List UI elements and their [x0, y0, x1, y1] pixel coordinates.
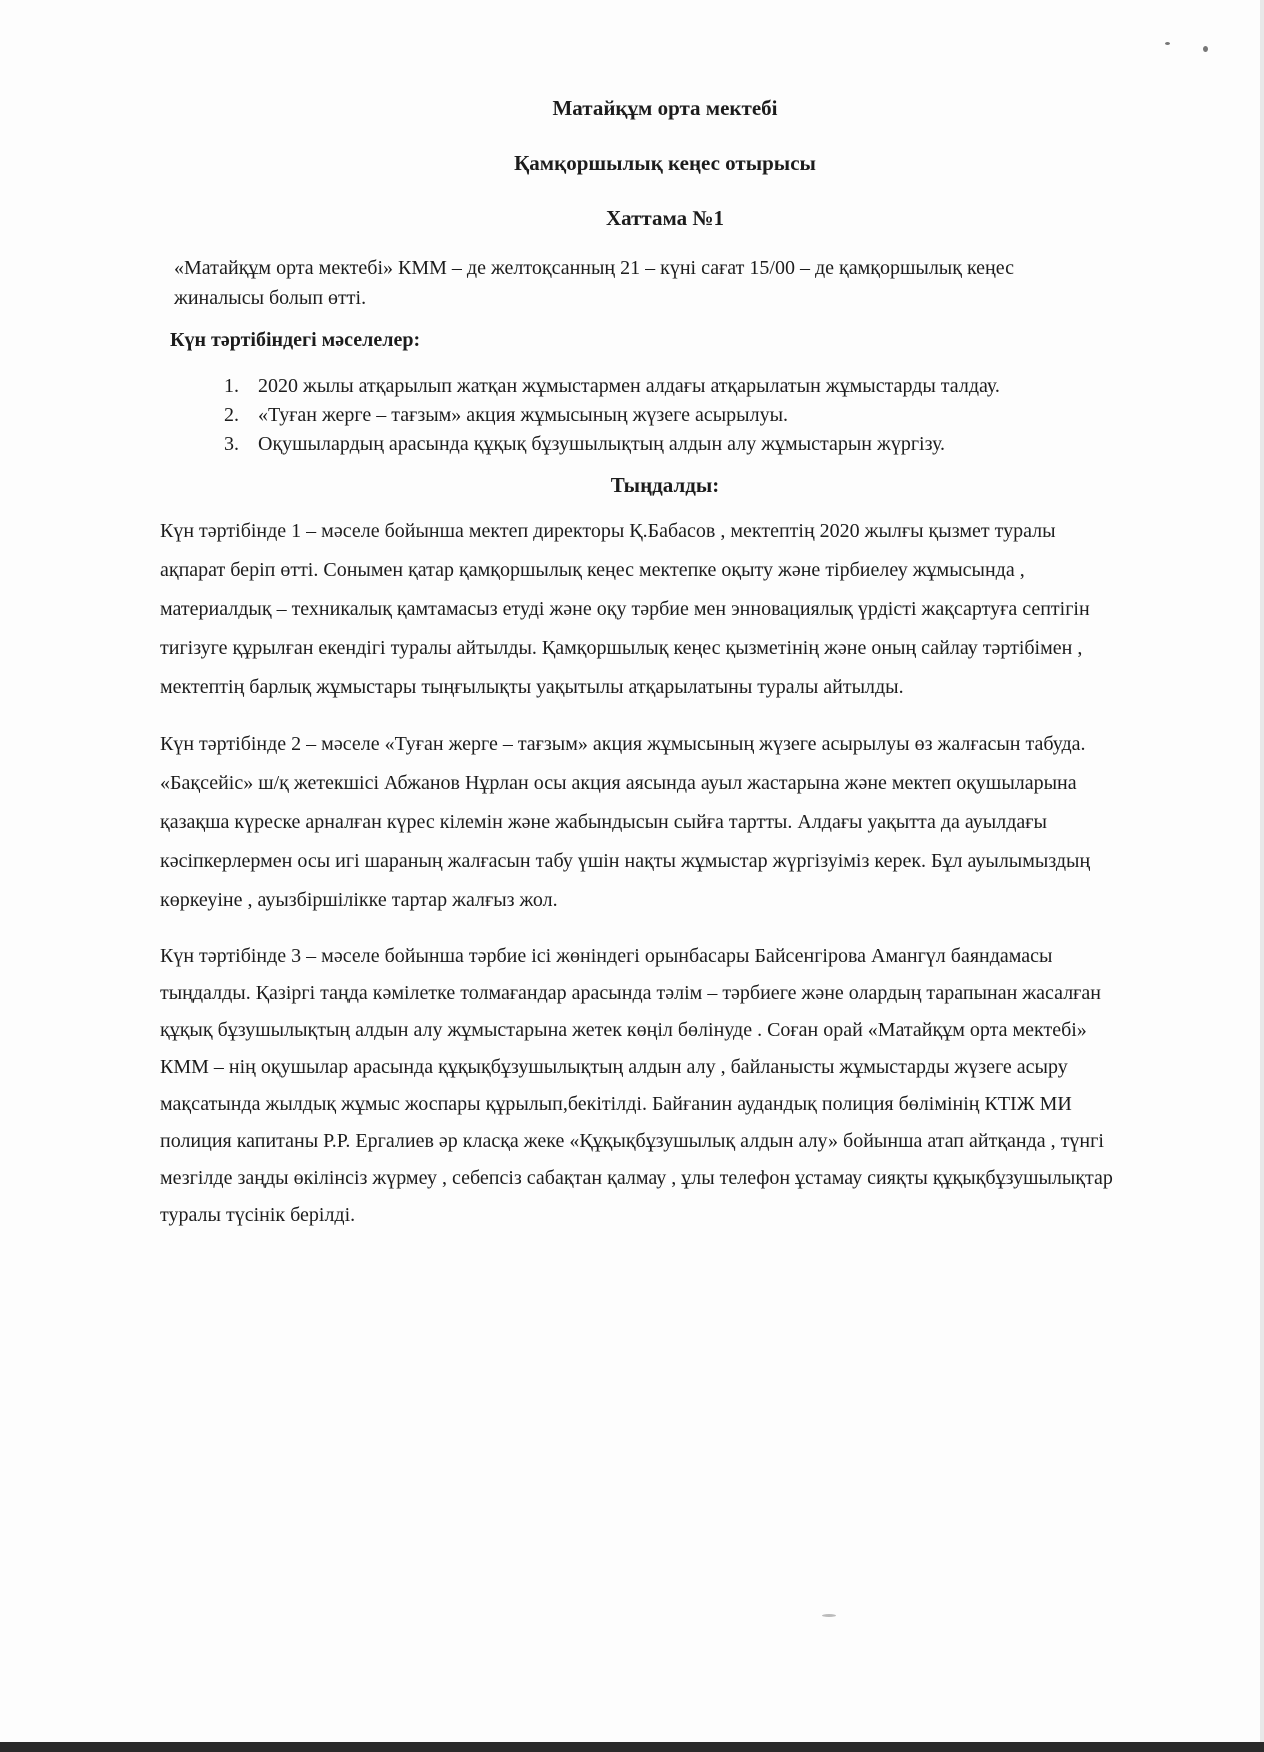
agenda-item: 1. 2020 жылы атқарылып жатқан жұмыстармен алдағы атқарылатын жұмыстарды талдау.: [244, 372, 1120, 401]
intro-paragraph: «Матайқұм орта мектебі» КММ – де желтоқсанның 21 – күні сағат 15/00 – де қамқоршылық кеңес жиналысы болып өтті.: [174, 257, 1014, 309]
agenda-list: [160, 372, 1120, 459]
school-title: Матайқұм орта мектебі: [552, 96, 778, 120]
meeting-title: Қамқоршылық кеңес отырысы: [514, 151, 816, 175]
agenda-item: 3. Оқушылардың арасында құқық бұзушылықтың алдын алу жұмыстарын жүргізу.: [244, 430, 1120, 459]
protocol-number: Хаттама №1: [605, 206, 725, 230]
heard-paragraph-3: Күн тәртібінде 3 – мәселе бойынша тәрбие ісі жөніндегі орынбасары Байсенгірова Амангүл баяндамасы тыңдалды. Қазіргі таңда кәмілетке толмағандар арасында тәлім – тәрбиеге және олардың тарапынан жасалған құқық бұзушылықтың алдын алу жұмыстарына жетек көңіл бөлінуде . Соған орай «Матайқұм орта мектебі» КММ – нің оқушылар арасында құқықбұзушылықтың алдын алу , байланысты жұмыстарды жүзеге асыру мақсатында жылдық жұмыс жоспары құрылып,бекітілді. Байғанин аудандық полиция бөлімінің КТІЖ МИ полиция капитаны Р.Р. Ергалиев әр класқа жеке «Құқықбұзушылық алдын алу» бойынша атап айтқанда , түнгі мезгілде заңды өкілінсіз жүрмеу , себепсіз сабақтан қалмау , ұлы телефон ұстамау сияқты құқықбұзушылықтар туралы түсінік берілді.: [160, 945, 1113, 1226]
document-content: [160, 96, 1120, 1252]
heard-paragraph-2: Күн тәртібінде 2 – мәселе «Туған жерге – тағзым» акция жұмысының жүзеге асырылуы өз жалғасын табуда. «Бақсейіс» ш/қ жетекшісі Абжанов Нұрлан осы акция аясында ауыл жастарына және мектеп оқушыларына қазақша күреске арналған күрес кілемін және жабындысын сыйға тартты. Алдағы уақытта да ауылдағы кәсіпкерлермен осы игі шараның жалғасын табу үшін нақты жұмыстар жүргізуіміз керек. Бұл ауылымыздың көркеуіне , ауызбіршілікке тартар жалғыз жол.: [160, 733, 1091, 911]
heard-paragraph-1: Күн тәртібінде 1 – мәселе бойынша мектеп директоры Қ.Бабасов , мектептің 2020 жылғы қызмет туралы ақпарат беріп өтті. Сонымен қатар қамқоршылық кеңес мектепке оқыту және тірбиелеу жұмысында , материалдық – техникалық қамтамасыз етуді және оқу тәрбие мен энновациялық үрдісті жақсартуға септігін тигізуге құрылған екендігі туралы айтылды. Қамқоршылық кеңес қызметінің және оның сайлау тәртібімен , мектептің барлық жұмыстары тыңғылықты уақытылы атқарылатыны туралы айтылды.: [160, 520, 1090, 698]
agenda-heading: Күн тәртібіндегі мәселелер:: [170, 329, 421, 351]
scan-edge-bottom: [0, 1742, 1264, 1752]
agenda-item: 2. «Туған жерге – тағзым» акция жұмысының жүзеге асырылуы.: [244, 401, 1120, 430]
heard-heading: Тыңдалды:: [610, 473, 720, 497]
scan-edge-right: [1260, 0, 1264, 1752]
scan-speck: [822, 1614, 836, 1617]
scan-speck: [1203, 46, 1208, 52]
scan-speck: [1165, 42, 1170, 45]
